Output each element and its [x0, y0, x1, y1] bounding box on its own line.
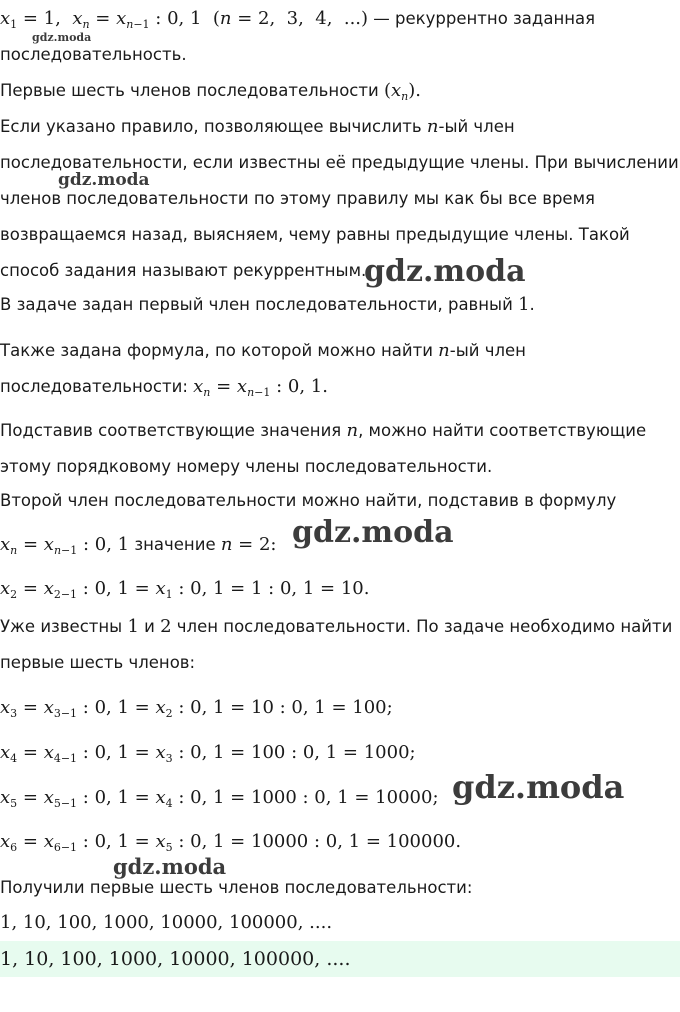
formula-x4: $x_4 = x_{4-1}$ : 0, $1 = x_3$ : 0, 1 = 100 : 0, 1 = 1000;	[0, 742, 416, 765]
formula-line: $x_n = x_{n-1}$ : 0, 1 значение n = 2:	[0, 534, 277, 557]
text-line: В задаче задан первый член последовательности, равный 1.	[0, 294, 535, 315]
text-line: Подставив соответствующие значения n, можно найти соответствующие	[0, 420, 647, 441]
text-line: первые шесть членов:	[0, 653, 196, 672]
formula-x3: $x_3 = x_{3-1}$ : 0, $1 = x_2$ : 0, 1 = 10 : 0, 1 = 100;	[0, 697, 393, 720]
text-line: последовательность.	[0, 45, 187, 64]
text-line: Если указано правило, позволяющее вычислить n-ый член	[0, 116, 515, 137]
definition-text: — рекуррентно заданная	[368, 9, 596, 28]
text-line: Получили первые шесть членов последовательности:	[0, 878, 473, 897]
watermark: gdz.moda	[32, 31, 92, 44]
watermark: gdz.moda	[364, 254, 526, 289]
sequence-list: 1, 10, 100, 1000, 10000, 100000, ....	[0, 912, 333, 933]
formula-x2: $x_2 = x_{2-1}$ : 0, $1 = x_1$ : 0, 1 = 1 : 0, 1 = 10.	[0, 578, 370, 601]
watermark: gdz.moda	[113, 854, 227, 879]
text-line: возвращаемся назад, выясняем, чему равны предыдущие члены. Такой	[0, 225, 630, 244]
text-line: этому порядковому номеру члены последовательности.	[0, 457, 493, 476]
text-line: Уже известны 1 и 2 член последовательности. По задаче необходимо найти	[0, 616, 673, 637]
text-line: способ задания называют рекуррентным.	[0, 261, 367, 280]
text-line: последовательности, если известны её предыдущие члены. При вычислении	[0, 153, 679, 172]
watermark: gdz.moda	[58, 170, 150, 190]
answer-text: 1, 10, 100, 1000, 10000, 100000, ....	[0, 948, 351, 970]
formula-x5: $x_5 = x_{5-1}$ : 0, $1 = x_4$ : 0, 1 = 1000 : 0, 1 = 10000;	[0, 787, 439, 810]
text-line: Первые шесть членов последовательности $(x_n)$.	[0, 80, 421, 103]
text-line: последовательности: $x_n = x_{n-1}$ : 0, 1.	[0, 376, 328, 399]
definition-line	[0, 8, 595, 30]
text-line: членов последовательности по этому правилу мы как бы все время	[0, 189, 595, 208]
watermark: gdz.moda	[292, 515, 454, 550]
watermark: gdz.moda	[452, 768, 625, 806]
text-line: Второй член последовательности можно найти, подставив в формулу	[0, 491, 617, 510]
answer-box	[0, 941, 680, 977]
text-line: Также задана формула, по которой можно найти n-ый член	[0, 340, 526, 361]
formula-x6: $x_6 = x_{6-1}$ : 0, $1 = x_5$ : 0, 1 = 10000 : 0, 1 = 100000.	[0, 831, 462, 854]
definition-formula: $x_1 = 1$, $x_n = x_{n-1}$ : 0, 1 (n = 2, 3, 4, ...)	[0, 8, 369, 31]
